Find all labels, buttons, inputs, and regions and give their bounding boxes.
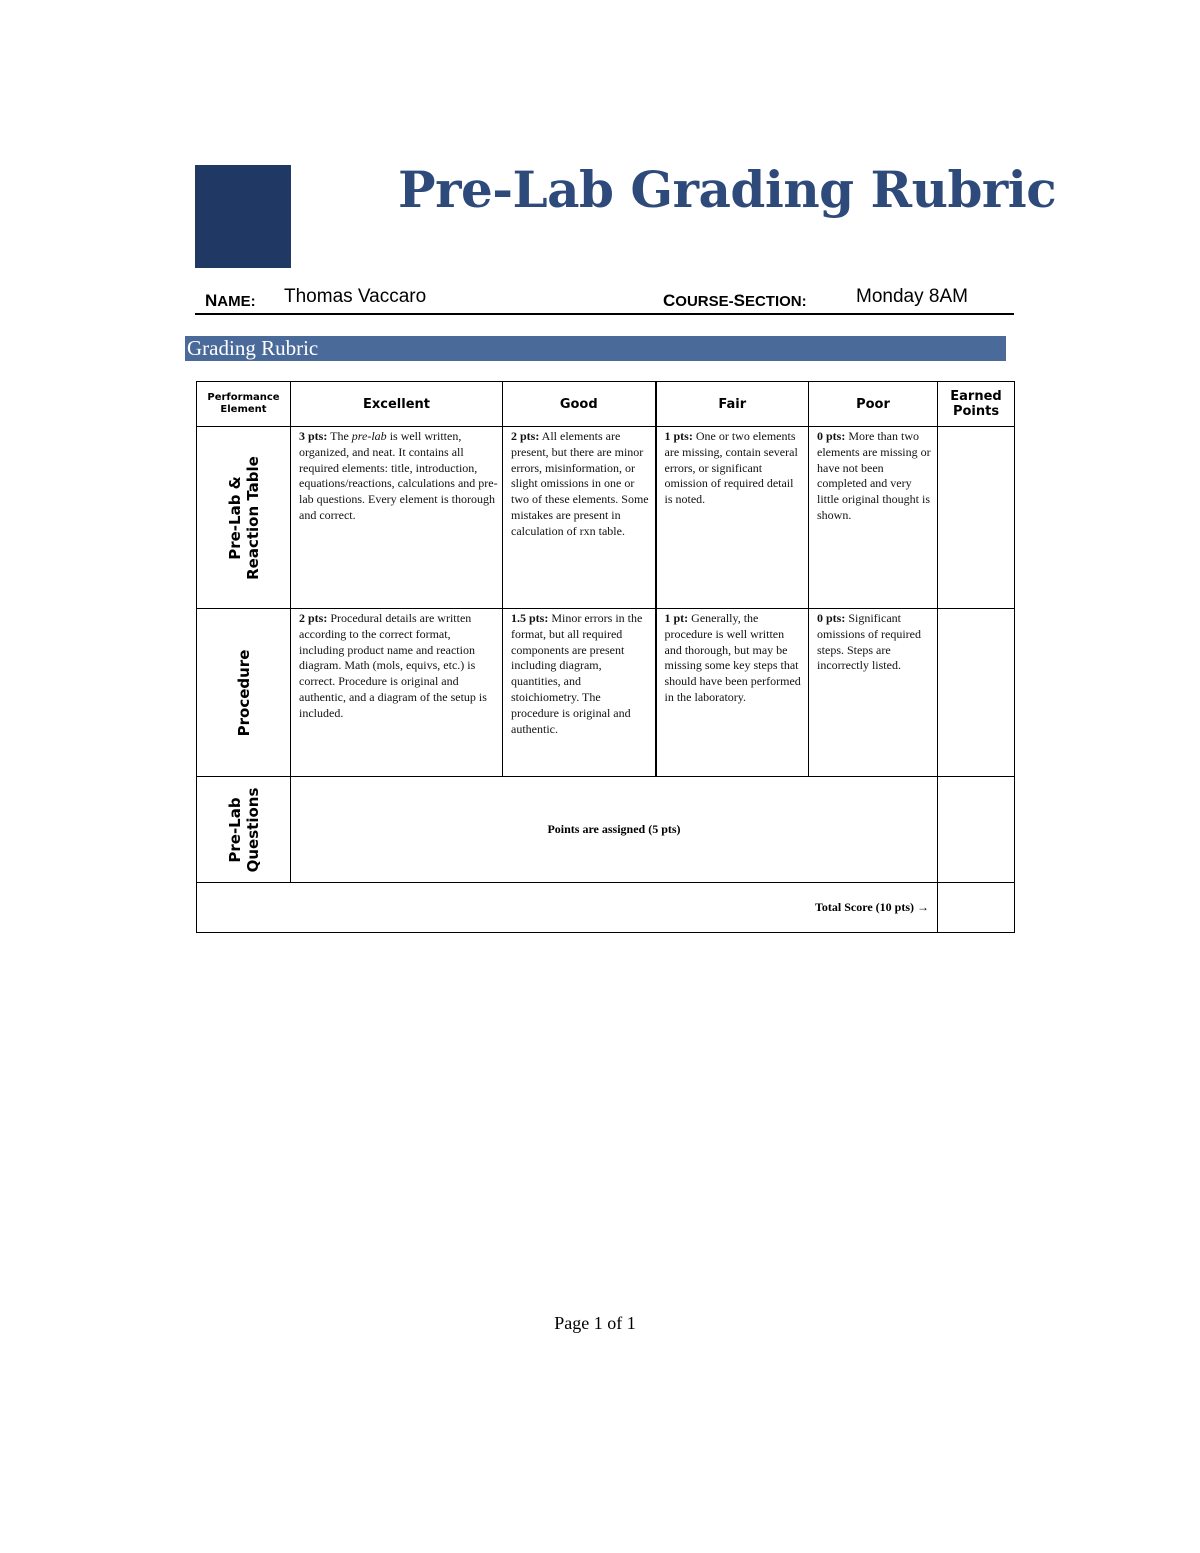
header-row (197, 382, 1015, 427)
header-earned-points: Earned Points (938, 382, 1015, 427)
course-section-label: COURSE-SECTION: (663, 291, 807, 310)
name-label: NAME: (205, 291, 256, 310)
row-label-procedure: Procedure (197, 609, 291, 777)
cell-prelab-earned[interactable] (938, 427, 1015, 609)
cell-procedure-poor: 0 pts: Significant omissions of required steps. Steps are incorrectly listed. (809, 609, 938, 777)
cell-procedure-fair: 1 pt: Generally, the procedure is well written and thorough, but may be missing some key steps that should have been performed in the laboratory. (656, 609, 809, 777)
cell-total-earned[interactable] (938, 883, 1015, 933)
course-section-value[interactable]: Monday 8AM (856, 286, 968, 307)
cell-prelab-fair: 1 pts: One or two elements are missing, contain several errors, or significant omission of required detail is noted. (656, 427, 809, 609)
row-label-prelab: Pre-Lab & Reaction Table (197, 427, 291, 609)
header-poor: Poor (809, 382, 938, 427)
cell-questions-earned[interactable] (938, 777, 1015, 883)
section-heading: Grading Rubric (185, 336, 1006, 361)
total-score-label: Total Score (10 pts) → (197, 883, 938, 933)
total-row (197, 883, 1015, 933)
cell-procedure-good: 1.5 pts: Minor errors in the format, but all required components are present including diagram, quantities, and stoichiometry. The procedure is original and authentic. (503, 609, 656, 777)
table-row (197, 777, 1015, 883)
cell-prelab-poor: 0 pts: More than two elements are missing or have not been completed and very little original thought is shown. (809, 427, 938, 609)
header-performance-element: Performance Element (197, 382, 291, 427)
header-excellent: Excellent (291, 382, 503, 427)
page-number: Page 1 of 1 (554, 1313, 636, 1333)
rubric-table (196, 381, 1015, 933)
page-title: Pre-Lab Grading Rubric (398, 160, 1057, 219)
table-row (197, 609, 1015, 777)
table-row (197, 427, 1015, 609)
name-value[interactable]: Thomas Vaccaro (284, 286, 427, 307)
logo-block (195, 165, 291, 268)
cell-prelab-excellent: 3 pts: The pre-lab is well written, organized, and neat. It contains all required elements: title, introduction, equations/reactions, calculations and pre-lab questions. Every element is thorough and correct. (291, 427, 503, 609)
cell-questions-points: Points are assigned (5 pts) (291, 777, 938, 883)
row-label-questions: Pre-Lab Questions (197, 777, 291, 883)
cell-procedure-earned[interactable] (938, 609, 1015, 777)
cell-procedure-excellent: 2 pts: Procedural details are written according to the correct format, including product name and reaction diagram. Math (mols, equivs, etc.) is correct. Procedure is original and authentic, and a diagram of the setup is included. (291, 609, 503, 777)
info-row (195, 283, 1014, 315)
cell-prelab-good: 2 pts: All elements are present, but there are minor errors, misinformation, or slight omissions in one or two of these elements. Some mistakes are present in calculation of rxn table. (503, 427, 656, 609)
header-fair: Fair (656, 382, 809, 427)
header-good: Good (503, 382, 656, 427)
